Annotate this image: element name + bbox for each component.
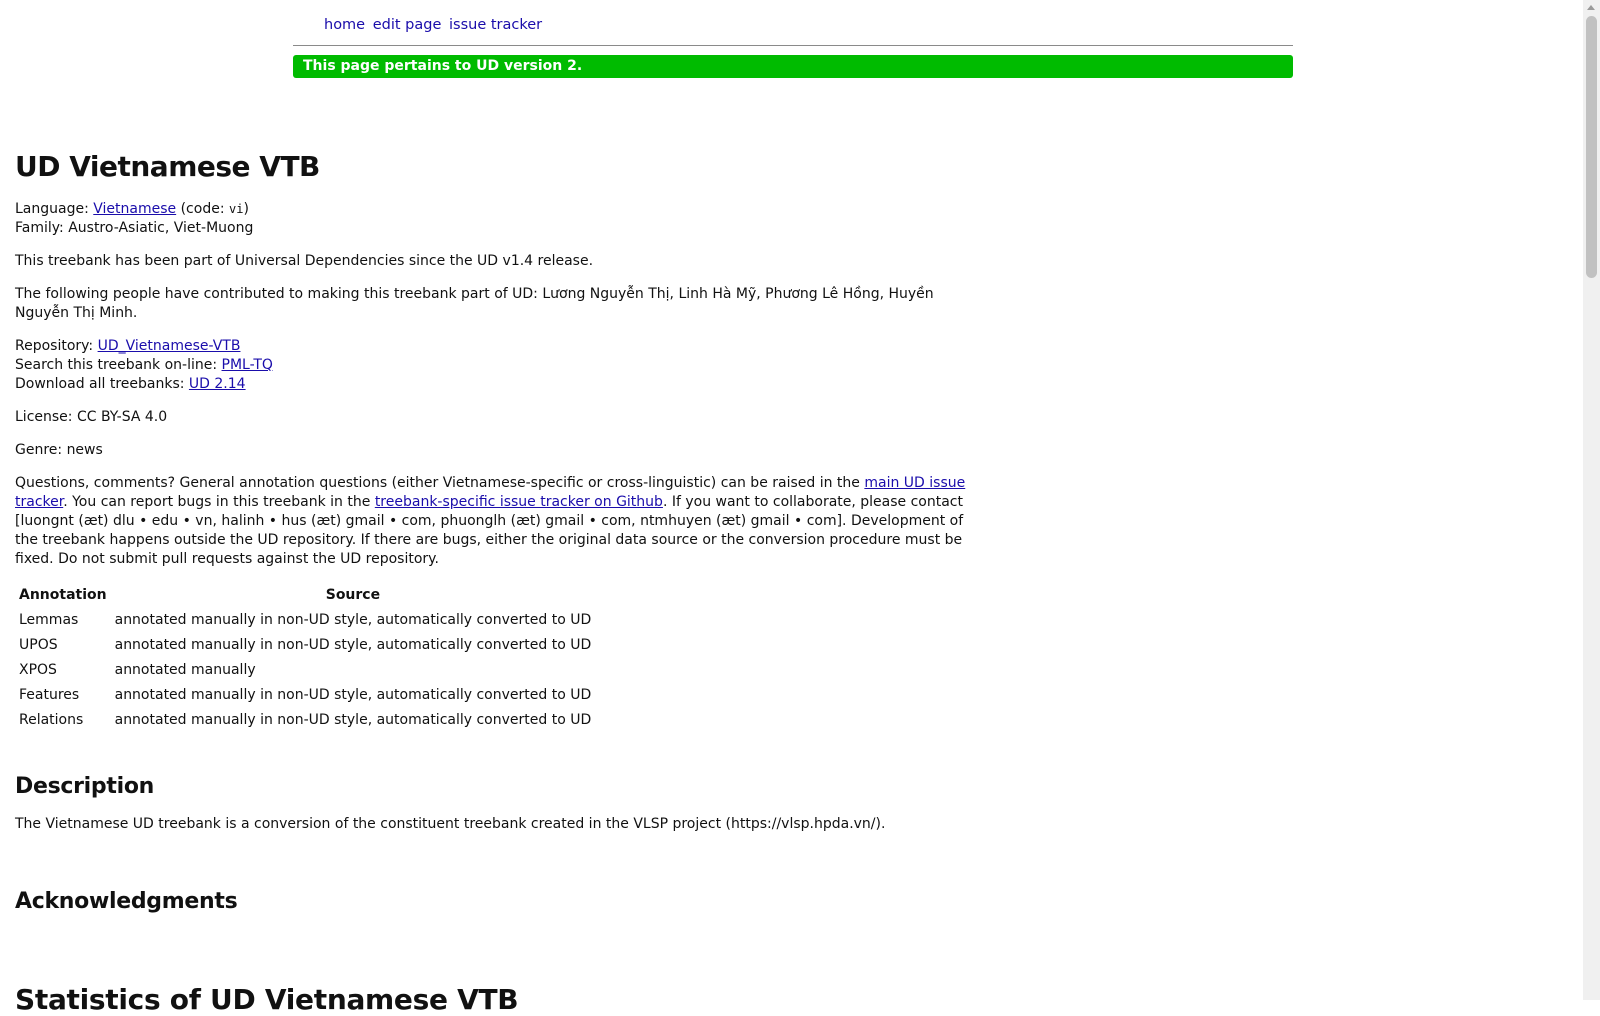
source-cell: annotated manually in non-UD style, automatically converted to UD — [114, 687, 592, 703]
source-cell: annotated manually in non-UD style, automatically converted to UD — [114, 612, 592, 628]
download-label: Download all treebanks: — [15, 376, 189, 392]
main-content — [15, 150, 985, 1014]
genre-text: Genre: news — [15, 442, 103, 458]
questions-part2: . You can report bugs in this treebank in the — [63, 494, 375, 510]
description-heading: Description — [15, 774, 154, 799]
questions-part1: Questions, comments? General annotation questions (either Vietnamese-specific or cross-linguistic) can be raised in the — [15, 475, 865, 491]
table-row — [15, 708, 595, 733]
license-text: License: CC BY-SA 4.0 — [15, 409, 168, 425]
search-link[interactable]: PML-TQ — [221, 357, 273, 373]
nav-home-link[interactable]: home — [324, 17, 366, 33]
source-cell: annotated manually in non-UD style, automatically converted to UD — [114, 712, 592, 728]
table-row — [15, 633, 595, 658]
search-label: Search this treebank on-line: — [15, 357, 222, 373]
table-row — [15, 683, 595, 708]
language-family-info — [15, 200, 985, 238]
table-row — [15, 658, 595, 683]
nav-issue-tracker-link[interactable]: issue tracker — [449, 17, 543, 33]
table-row — [15, 608, 595, 633]
language-link[interactable]: Vietnamese — [93, 201, 177, 217]
description-text: The Vietnamese UD treebank is a conversion of the constituent treebank created in the VLSP project (https://vlsp.hpda.vn/). — [15, 816, 886, 832]
acknowledgments-heading: Acknowledgments — [15, 889, 238, 914]
repository-label: Repository: — [15, 338, 98, 354]
language-code: vi — [228, 202, 244, 216]
main-issue-tracker-link[interactable]: main UD issue tracker — [15, 475, 966, 510]
contributors-text: The following people have contributed to making this treebank part of UD: Lương Nguyễn Thị, Linh Hà Mỹ, Phương Lê Hồng, Huyền Nguyễn Thị Minh. — [15, 286, 934, 321]
statistics-heading: Statistics of UD Vietnamese VTB — [15, 983, 519, 1016]
annotation-cell: XPOS — [19, 662, 57, 678]
questions-part3: . If you want to collaborate, please contact [luongnt (æt) dlu • edu • vn, halinh • hus (æt) gmail • com, phuonglh (æt) gmail • com, ntmhuyen (æt) gmail • com]. Development of the treebank happens outside the UD repository. If there are bugs, either the original data source or the conversion procedure must be fixed. Do not submit pull requests against the UD repository. — [15, 494, 964, 567]
top-nav — [293, 0, 1293, 46]
family-text: Family: Austro-Asiatic, Viet-Muong — [15, 220, 254, 236]
vertical-scrollbar[interactable] — [1583, 0, 1600, 1000]
treebank-issue-tracker-link[interactable]: treebank-specific issue tracker on Github — [374, 494, 663, 510]
source-cell: annotated manually — [114, 662, 256, 678]
scrollbar-thumb[interactable] — [1586, 16, 1597, 278]
annotation-cell: Lemmas — [19, 612, 79, 628]
table-header-row — [15, 583, 595, 608]
questions-text — [15, 474, 985, 569]
annotation-table — [15, 583, 595, 733]
language-code-suffix: ) — [243, 201, 249, 217]
spacer — [15, 848, 985, 888]
download-link[interactable]: UD 2.14 — [188, 376, 246, 392]
page-container — [293, 0, 1293, 78]
annotation-cell: Relations — [19, 712, 84, 728]
spacer — [15, 916, 985, 986]
scroll-up-icon[interactable] — [1587, 5, 1595, 10]
source-cell: annotated manually in non-UD style, automatically converted to UD — [114, 637, 592, 653]
repository-link[interactable]: UD_Vietnamese-VTB — [97, 338, 241, 354]
version-banner: This page pertains to UD version 2. — [293, 55, 1293, 78]
since-text: This treebank has been part of Universal Dependencies since the UD v1.4 release. — [15, 253, 594, 269]
annotation-header: Annotation — [19, 587, 107, 603]
page-title: UD Vietnamese VTB — [15, 150, 320, 183]
nav-links — [324, 17, 545, 33]
links-info — [15, 337, 985, 394]
language-code-prefix: (code: — [176, 201, 229, 217]
source-header: Source — [325, 587, 381, 603]
annotation-cell: Features — [19, 687, 80, 703]
language-label: Language: — [15, 201, 94, 217]
annotation-cell: UPOS — [19, 637, 58, 653]
nav-edit-page-link[interactable]: edit page — [372, 17, 442, 33]
